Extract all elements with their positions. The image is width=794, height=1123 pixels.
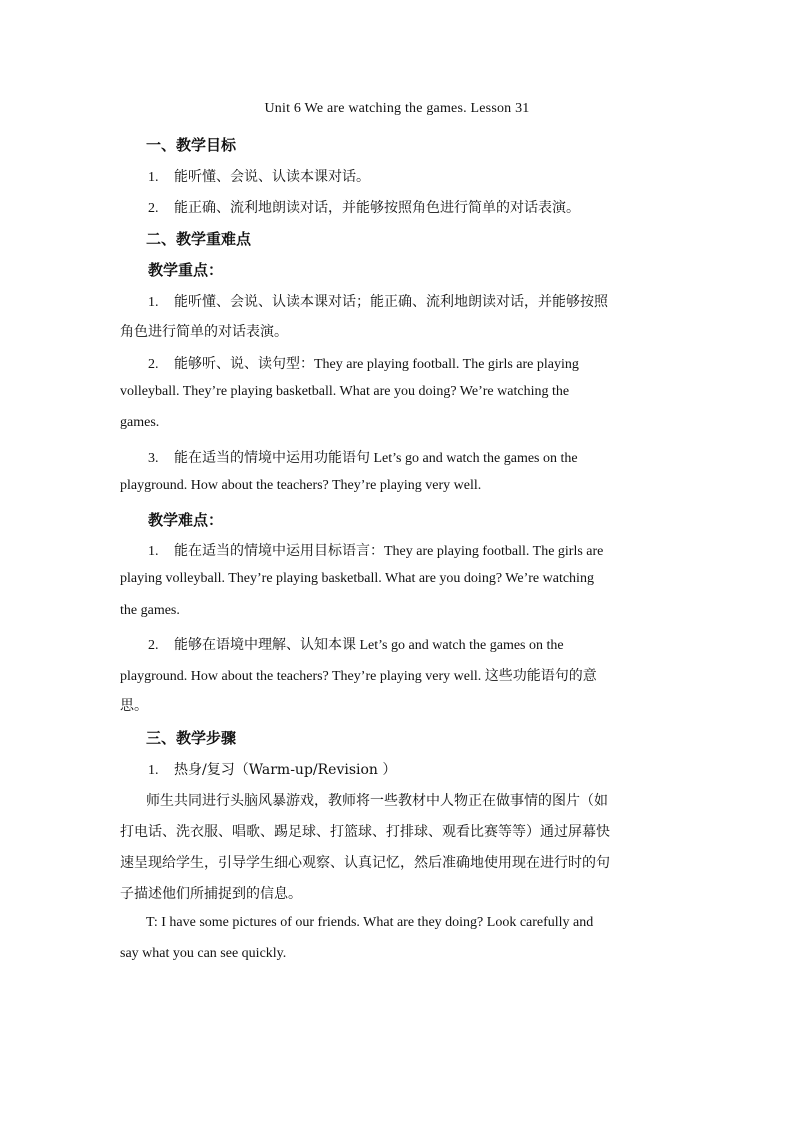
paragraph-line: 师生共同进行头脑风暴游戏，教师将一些教材中人物正在做事情的图片（如 bbox=[146, 793, 608, 809]
subheading-key-points: 教学重点： bbox=[148, 261, 224, 279]
key-point-item bbox=[148, 291, 608, 311]
key-point-number: 1. bbox=[148, 295, 159, 310]
key-point-item bbox=[148, 447, 578, 467]
difficult-point-continuation: playing volleyball. They’re playing basketball. What are you doing? We’re watching bbox=[120, 571, 594, 586]
key-point-continuation: 角色进行简单的对话表演。 bbox=[120, 324, 288, 340]
key-point-number: 3. bbox=[148, 451, 159, 466]
paragraph-line: 子描述他们所捕捉到的信息。 bbox=[120, 886, 302, 902]
key-point-text: 能够听、说、读句型：They are playing football. The girls are playing bbox=[174, 357, 579, 372]
difficult-point-item bbox=[148, 540, 603, 560]
difficult-point-item bbox=[148, 634, 564, 654]
section-heading-objectives: 一、教学目标 bbox=[146, 136, 237, 154]
key-point-item bbox=[148, 353, 579, 373]
section-heading-key-difficult: 二、教学重难点 bbox=[146, 230, 252, 248]
goal-text: 能正确、流利地朗读对话，并能够按照角色进行简单的对话表演。 bbox=[174, 200, 580, 216]
goal-number: 1. bbox=[148, 170, 159, 185]
teacher-dialogue-line: say what you can see quickly. bbox=[120, 946, 287, 961]
difficult-point-continuation: 思。 bbox=[120, 698, 148, 714]
paragraph-line: 速呈现给学生，引导学生细心观察、认真记忆，然后准确地使用现在进行时的句 bbox=[120, 855, 610, 871]
paragraph-line: 打电话、洗衣服、唱歌、踢足球、打篮球、打排球、观看比赛等等）通过屏幕快 bbox=[120, 824, 610, 840]
goal-item bbox=[148, 197, 580, 217]
difficult-point-number: 2. bbox=[148, 638, 159, 653]
key-point-text: 能听懂、会说、认读本课对话；能正确、流利地朗读对话，并能够按照 bbox=[174, 294, 608, 310]
difficult-point-text: 能够在语境中理解、认知本课 Let’s go and watch the games on the bbox=[174, 638, 564, 653]
difficult-point-text: 能在适当的情境中运用目标语言：They are playing football. The girls are bbox=[174, 544, 604, 559]
step-title: 热身/复习（Warm-up/Revision ） bbox=[174, 762, 397, 778]
key-point-number: 2. bbox=[148, 357, 159, 372]
difficult-point-continuation: the games. bbox=[120, 603, 180, 618]
subheading-difficult-points: 教学难点： bbox=[148, 511, 224, 529]
goal-number: 2. bbox=[148, 201, 159, 216]
step-number: 1. bbox=[148, 763, 159, 778]
step-item bbox=[148, 759, 396, 779]
key-point-text: 能在适当的情境中运用功能语句 Let’s go and watch the games on the bbox=[174, 451, 578, 466]
difficult-point-number: 1. bbox=[148, 544, 159, 559]
key-point-continuation: playground. How about the teachers? They’re playing very well. bbox=[120, 478, 482, 493]
difficult-point-continuation: playground. How about the teachers? They’re playing very well. 这些功能语句的意 bbox=[120, 669, 597, 684]
goal-item bbox=[148, 166, 370, 186]
teacher-dialogue-line: T: I have some pictures of our friends. What are they doing? Look carefully and bbox=[146, 915, 594, 930]
section-heading-steps: 三、教学步骤 bbox=[146, 729, 237, 747]
key-point-continuation: games. bbox=[120, 415, 160, 430]
goal-text: 能听懂、会说、认读本课对话。 bbox=[174, 169, 370, 185]
page-title: Unit 6 We are watching the games. Lesson 31 bbox=[264, 101, 530, 116]
key-point-continuation: volleyball. They’re playing basketball. What are you doing? We’re watching the bbox=[120, 384, 570, 399]
